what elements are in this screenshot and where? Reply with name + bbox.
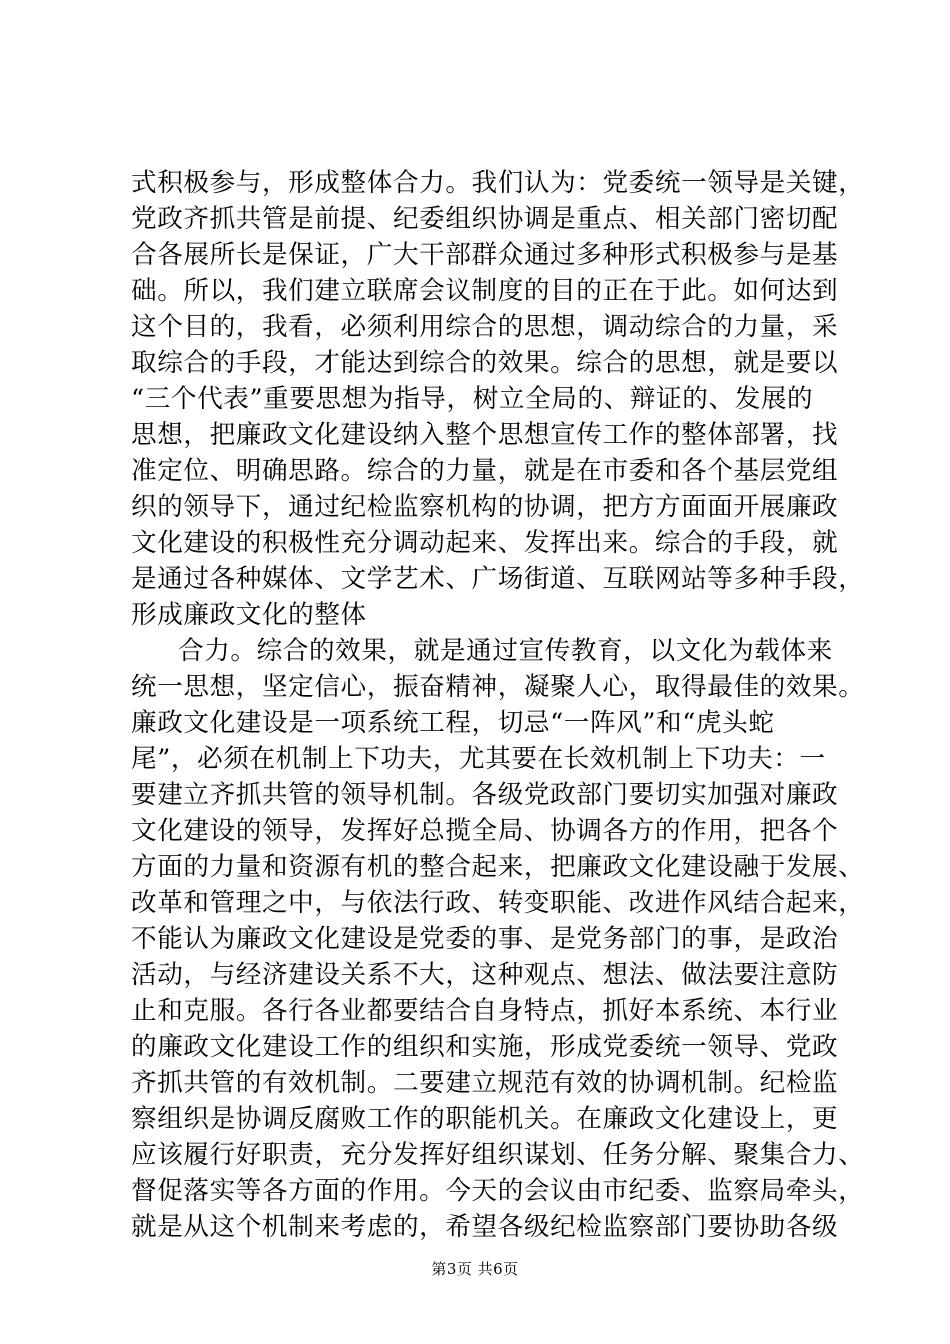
text-line: 式积极参与，形成整体合力。我们认为：党委统一领导是关键， (131, 168, 865, 198)
text-line: 察组织是协调反腐败工作的职能机关。在廉政文化建设上，更 (131, 1104, 839, 1134)
text-line: 文化建设的积极性充分调动起来、发挥出来。综合的手段，就 (131, 528, 839, 558)
text-line: 活动，与经济建设关系不大，这种观点、想法、做法要注意防 (131, 960, 839, 990)
text-line: 方面的力量和资源有机的整合起来，把廉政文化建设融于发展、 (131, 852, 865, 882)
page-number-footer: 第3页 共6页 (431, 1260, 519, 1278)
text-line: 合各展所长是保证，广大干部群众通过多种形式积极参与是基 (131, 240, 839, 270)
text-line: 改革和管理之中，与依法行政、转变职能、改进作风结合起来， (131, 888, 865, 918)
text-line: 应该履行好职责，充分发挥好组织谋划、任务分解、聚集合力、 (131, 1140, 865, 1170)
text-line: 织的领导下，通过纪检监察机构的协调，把方方面面开展廉政 (131, 492, 839, 522)
text-line: 党政齐抓共管是前提、纪委组织协调是重点、相关部门密切配 (131, 204, 839, 234)
text-line: 廉政文化建设是一项系统工程，切忌“一阵风”和“虎头蛇 (131, 708, 775, 738)
text-line: 的廉政文化建设工作的组织和实施，形成党委统一领导、党政 (131, 1032, 839, 1062)
text-line: 取综合的手段，才能达到综合的效果。综合的思想，就是要以 (131, 348, 839, 378)
paragraph-first-line: 合力。综合的效果，就是通过宣传教育，以文化为载体来 (178, 636, 833, 666)
text-line: 这个目的，我看，必须利用综合的思想，调动综合的力量，采 (131, 312, 839, 342)
text-line: 要建立齐抓共管的领导机制。各级党政部门要切实加强对廉政 (131, 780, 839, 810)
text-line: 文化建设的领导，发挥好总揽全局、协调各方的作用，把各个 (131, 816, 839, 846)
text-line: 统一思想，坚定信心，振奋精神，凝聚人心，取得最佳的效果。 (131, 672, 865, 702)
text-line: 形成廉政文化的整体 (131, 600, 367, 630)
text-line: 就是从这个机制来考虑的，希望各级纪检监察部门要协助各级 (131, 1212, 839, 1242)
text-line: “三个代表”重要思想为指导，树立全局的、辩证的、发展的 (131, 384, 814, 414)
text-line: 尾”，必须在机制上下功夫，尤其要在长效机制上下功夫：一 (131, 744, 826, 774)
text-line: 础。所以，我们建立联席会议制度的目的正在于此。如何达到 (131, 276, 839, 306)
text-line: 准定位、明确思路。综合的力量，就是在市委和各个基层党组 (131, 456, 839, 486)
text-line: 止和克服。各行各业都要结合自身特点，抓好本系统、本行业 (131, 996, 839, 1026)
text-line: 不能认为廉政文化建设是党委的事、是党务部门的事，是政治 (131, 924, 839, 954)
text-line: 思想，把廉政文化建设纳入整个思想宣传工作的整体部署，找 (131, 420, 839, 450)
text-line: 齐抓共管的有效机制。二要建立规范有效的协调机制。纪检监 (131, 1068, 839, 1098)
text-line: 是通过各种媒体、文学艺术、广场街道、互联网站等多种手段， (131, 564, 865, 594)
text-line: 督促落实等各方面的作用。今天的会议由市纪委、监察局牵头， (131, 1176, 865, 1206)
